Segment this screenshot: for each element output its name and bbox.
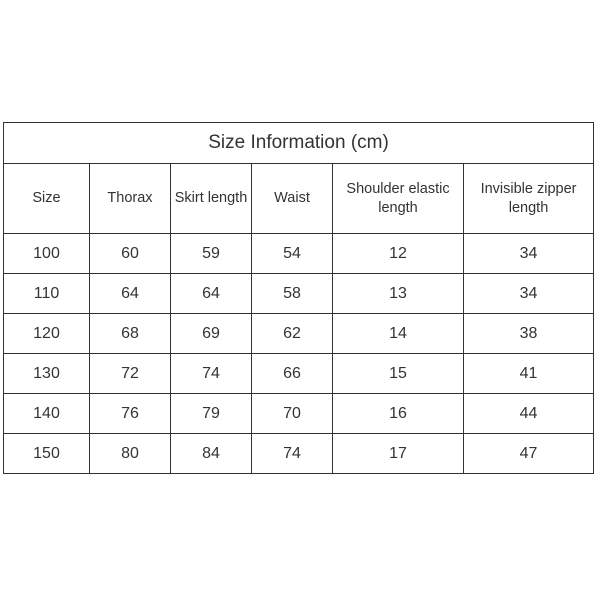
table-cell: 38 (464, 314, 594, 354)
table-cell: 15 (333, 354, 464, 394)
table-cell: 34 (464, 234, 594, 274)
table-cell: 54 (252, 234, 333, 274)
table-title: Size Information (cm) (4, 123, 594, 164)
size-information-table (3, 122, 594, 474)
table-cell: 14 (333, 314, 464, 354)
table-row (4, 314, 594, 354)
table-cell: 100 (4, 234, 90, 274)
table-cell: 79 (171, 394, 252, 434)
table-cell: 16 (333, 394, 464, 434)
table-row (4, 234, 594, 274)
header-waist: Waist (252, 164, 333, 234)
header-skirt-length: Skirt length (171, 164, 252, 234)
table-row (4, 394, 594, 434)
table-row (4, 274, 594, 314)
table-cell: 110 (4, 274, 90, 314)
table-cell: 47 (464, 434, 594, 474)
table-cell: 120 (4, 314, 90, 354)
table-cell: 140 (4, 394, 90, 434)
table-cell: 58 (252, 274, 333, 314)
table-cell: 59 (171, 234, 252, 274)
table-cell: 13 (333, 274, 464, 314)
table-cell: 64 (90, 274, 171, 314)
table-cell: 66 (252, 354, 333, 394)
table-cell: 64 (171, 274, 252, 314)
table-cell: 60 (90, 234, 171, 274)
header-invisible-zipper-length: Invisible zipper length (464, 164, 594, 234)
table-cell: 62 (252, 314, 333, 354)
table-cell: 44 (464, 394, 594, 434)
table-cell: 74 (252, 434, 333, 474)
table-cell: 12 (333, 234, 464, 274)
table-cell: 74 (171, 354, 252, 394)
table-cell: 130 (4, 354, 90, 394)
header-thorax: Thorax (90, 164, 171, 234)
table-cell: 76 (90, 394, 171, 434)
table-cell: 70 (252, 394, 333, 434)
table-row (4, 434, 594, 474)
table-cell: 34 (464, 274, 594, 314)
header-size: Size (4, 164, 90, 234)
table-cell: 84 (171, 434, 252, 474)
table-cell: 69 (171, 314, 252, 354)
title-row (4, 123, 594, 164)
table-cell: 41 (464, 354, 594, 394)
header-shoulder-elastic-length: Shoulder elastic length (333, 164, 464, 234)
table-cell: 80 (90, 434, 171, 474)
header-row (4, 164, 594, 234)
table-cell: 72 (90, 354, 171, 394)
table-cell: 150 (4, 434, 90, 474)
table-cell: 68 (90, 314, 171, 354)
table-row (4, 354, 594, 394)
table-cell: 17 (333, 434, 464, 474)
